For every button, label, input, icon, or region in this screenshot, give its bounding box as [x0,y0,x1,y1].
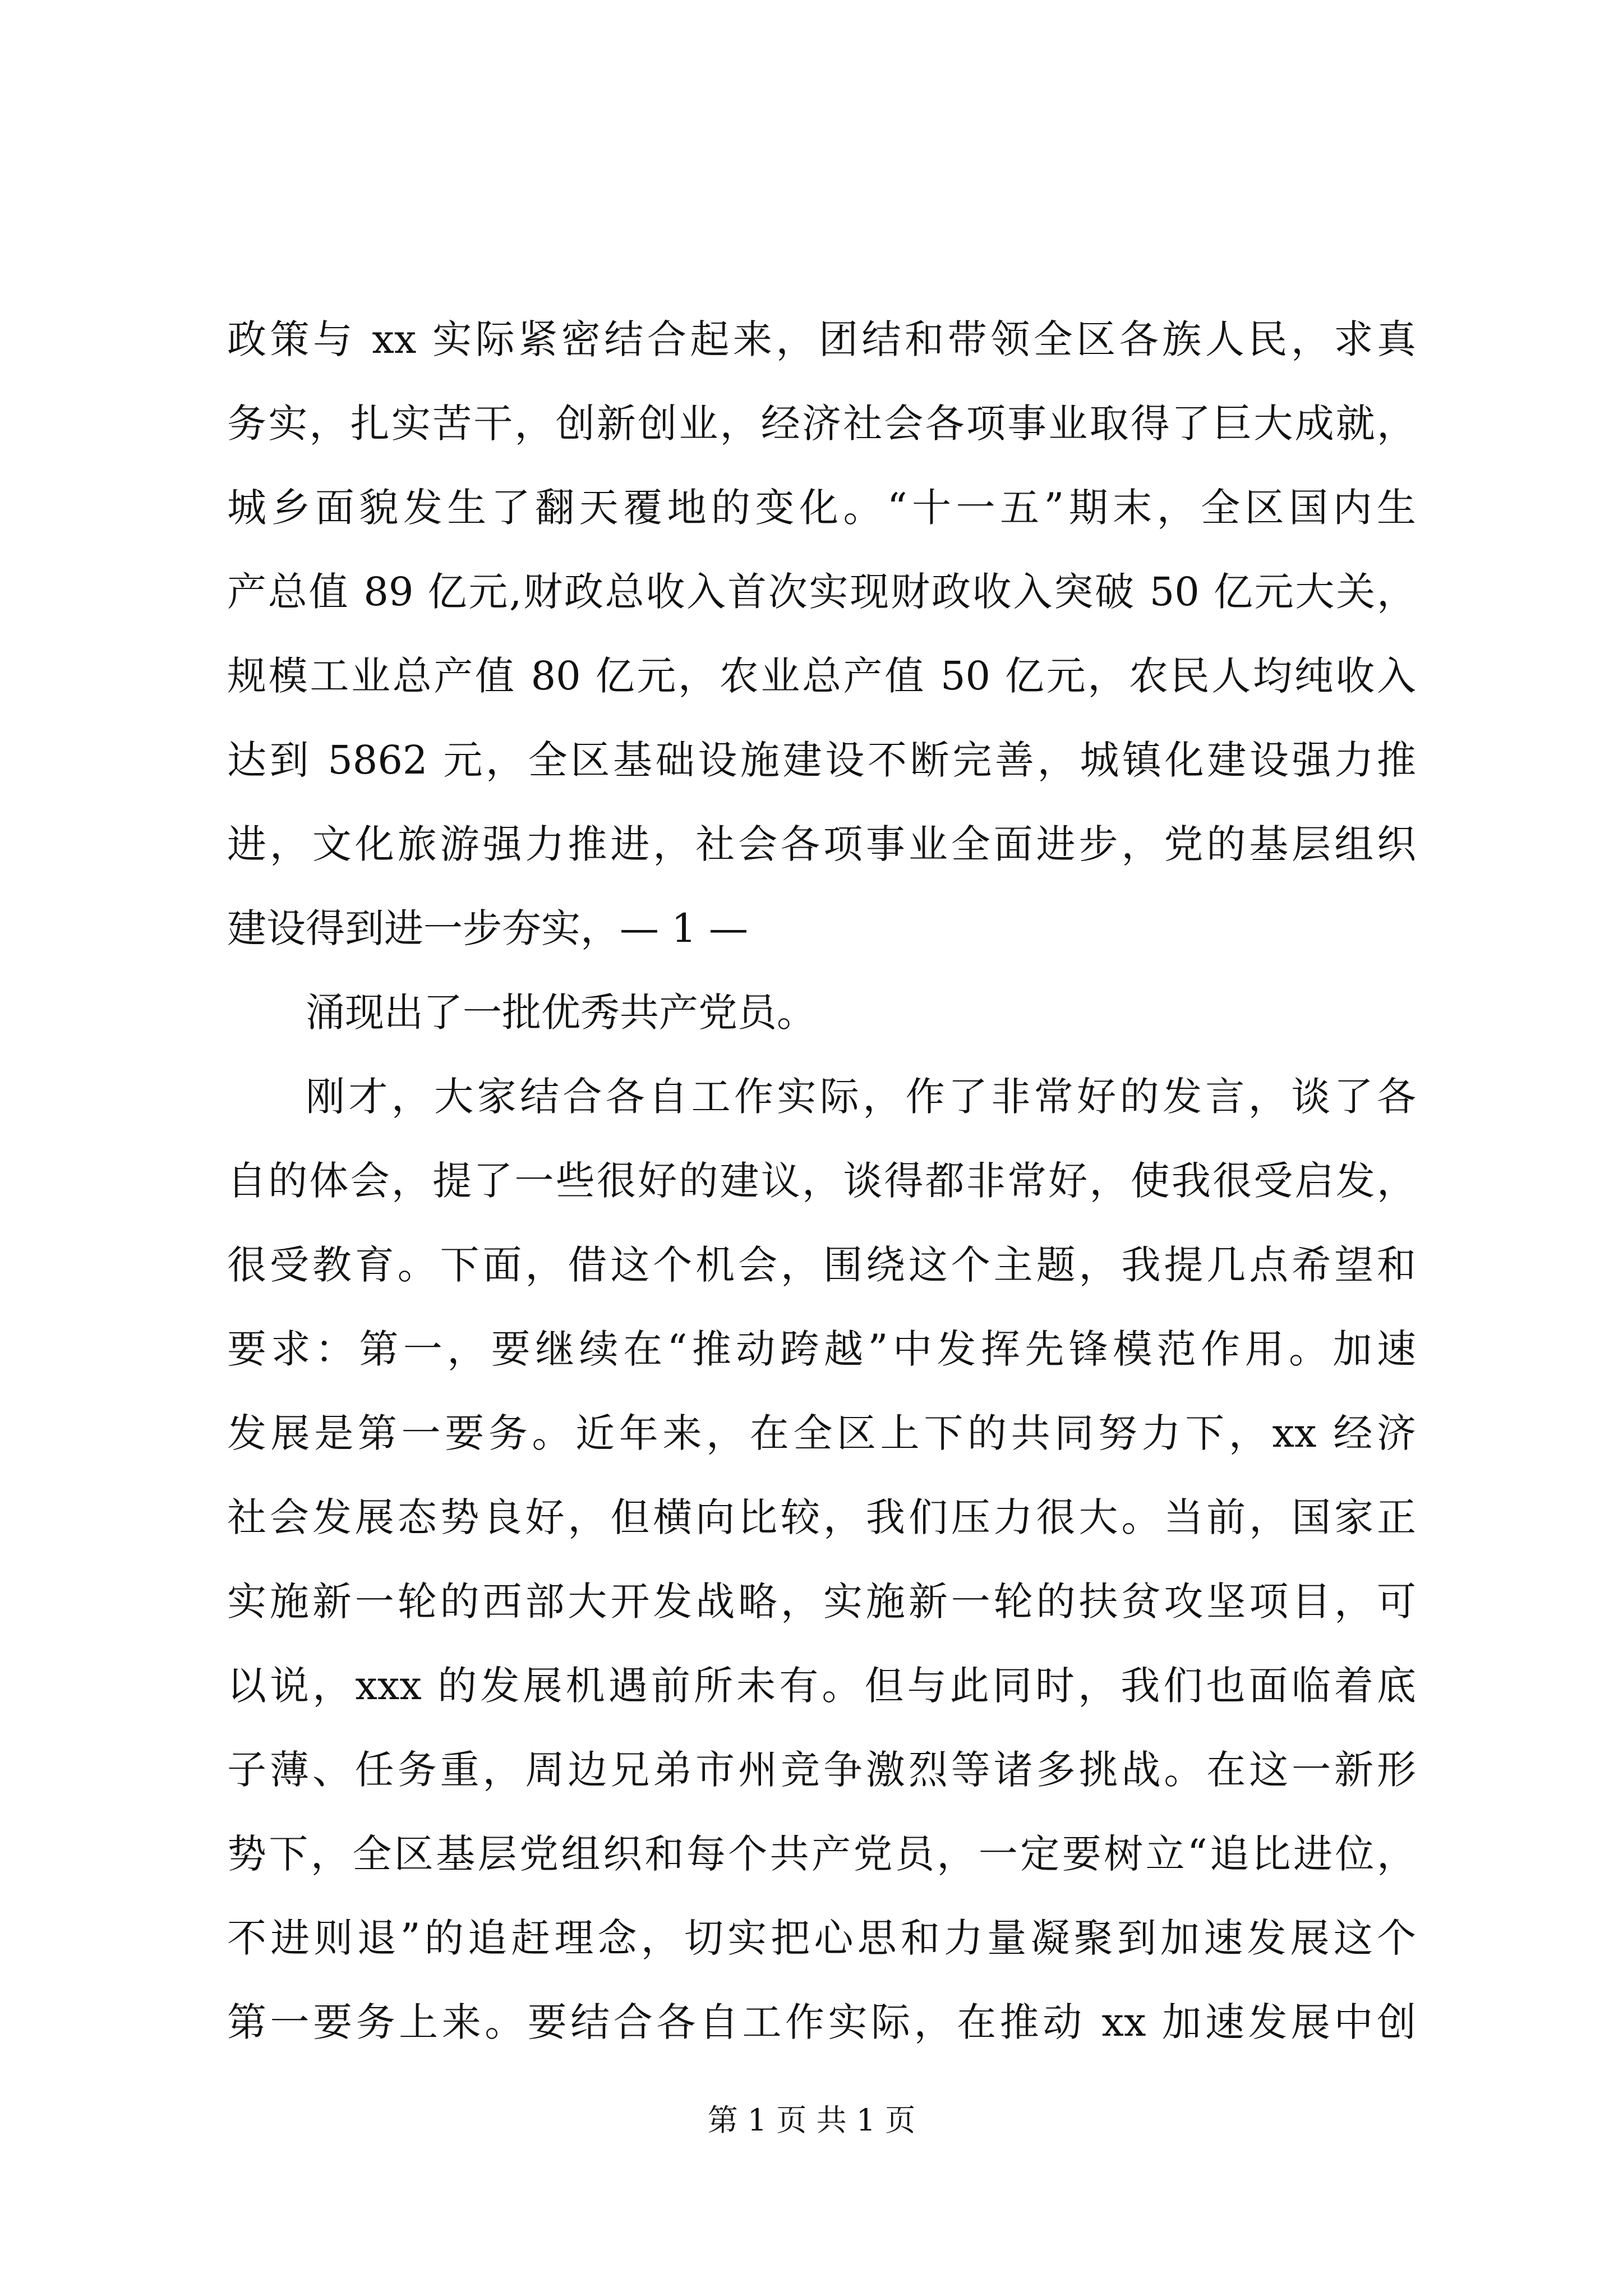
text-line: 要求：第一，要继续在“推动跨越”中发挥先锋模范作用。加速 [227,1326,1416,1372]
text-line: 第一要务上来。要结合各自工作实际，在推动 xx 加速发展中创 [227,1999,1416,2045]
text-line: 发展是第一要务。近年来，在全区上下的共同努力下，xx 经济 [227,1410,1416,1456]
text-line: 达到 5862 元，全区基础设施建设不断完善，城镇化建设强力推 [227,737,1416,783]
text-line: 建设得到进一步夯实，— 1 — [227,905,749,951]
text-line: 社会发展态势良好，但横向比较，我们压力很大。当前，国家正 [227,1494,1416,1540]
text-line: 进，文化旅游强力推进，社会各项事业全面进步，党的基层组织 [227,821,1416,867]
page-footer [0,2101,1623,2140]
text-line: 以说，xxx 的发展机遇前所未有。但与此同时，我们也面临着底 [227,1663,1416,1709]
text-line: 自的体会，提了一些很好的建议，谈得都非常好，使我很受启发， [227,1158,1416,1204]
text-line: 不进则退”的追赶理念，切实把心思和力量凝聚到加速发展这个 [227,1915,1416,1961]
text-line: 子薄、任务重，周边兄弟市州竞争激烈等诸多挑战。在这一新形 [227,1747,1416,1793]
text-line: 务实，扎实苦干，创新创业，经济社会各项事业取得了巨大成就， [227,401,1416,447]
text-line: 政策与 xx 实际紧密结合起来，团结和带领全区各族人民，求真 [227,316,1416,362]
text-line: 很受教育。下面，借这个机会，围绕这个主题，我提几点希望和 [227,1242,1416,1288]
text-line: 势下，全区基层党组织和每个共产党员，一定要树立“追比进位， [227,1831,1416,1877]
page-number-label: 第 1 页 共 1 页 [707,2102,916,2138]
text-line: 规模工业总产值 80 亿元，农业总产值 50 亿元，农民人均纯收入 [227,653,1416,699]
text-line: 涌现出了一批优秀共产党员。 [306,990,816,1036]
text-line: 刚才，大家结合各自工作实际，作了非常好的发言，谈了各 [306,1074,1416,1120]
document-body [227,297,1416,2064]
text-line: 产总值 89 亿元,财政总收入首次实现财政收入突破 50 亿元大关， [227,569,1416,615]
text-line: 实施新一轮的西部大开发战略，实施新一轮的扶贫攻坚项目，可 [227,1579,1416,1625]
text-line: 城乡面貌发生了翻天覆地的变化。“十一五”期末，全区国内生 [227,485,1416,531]
